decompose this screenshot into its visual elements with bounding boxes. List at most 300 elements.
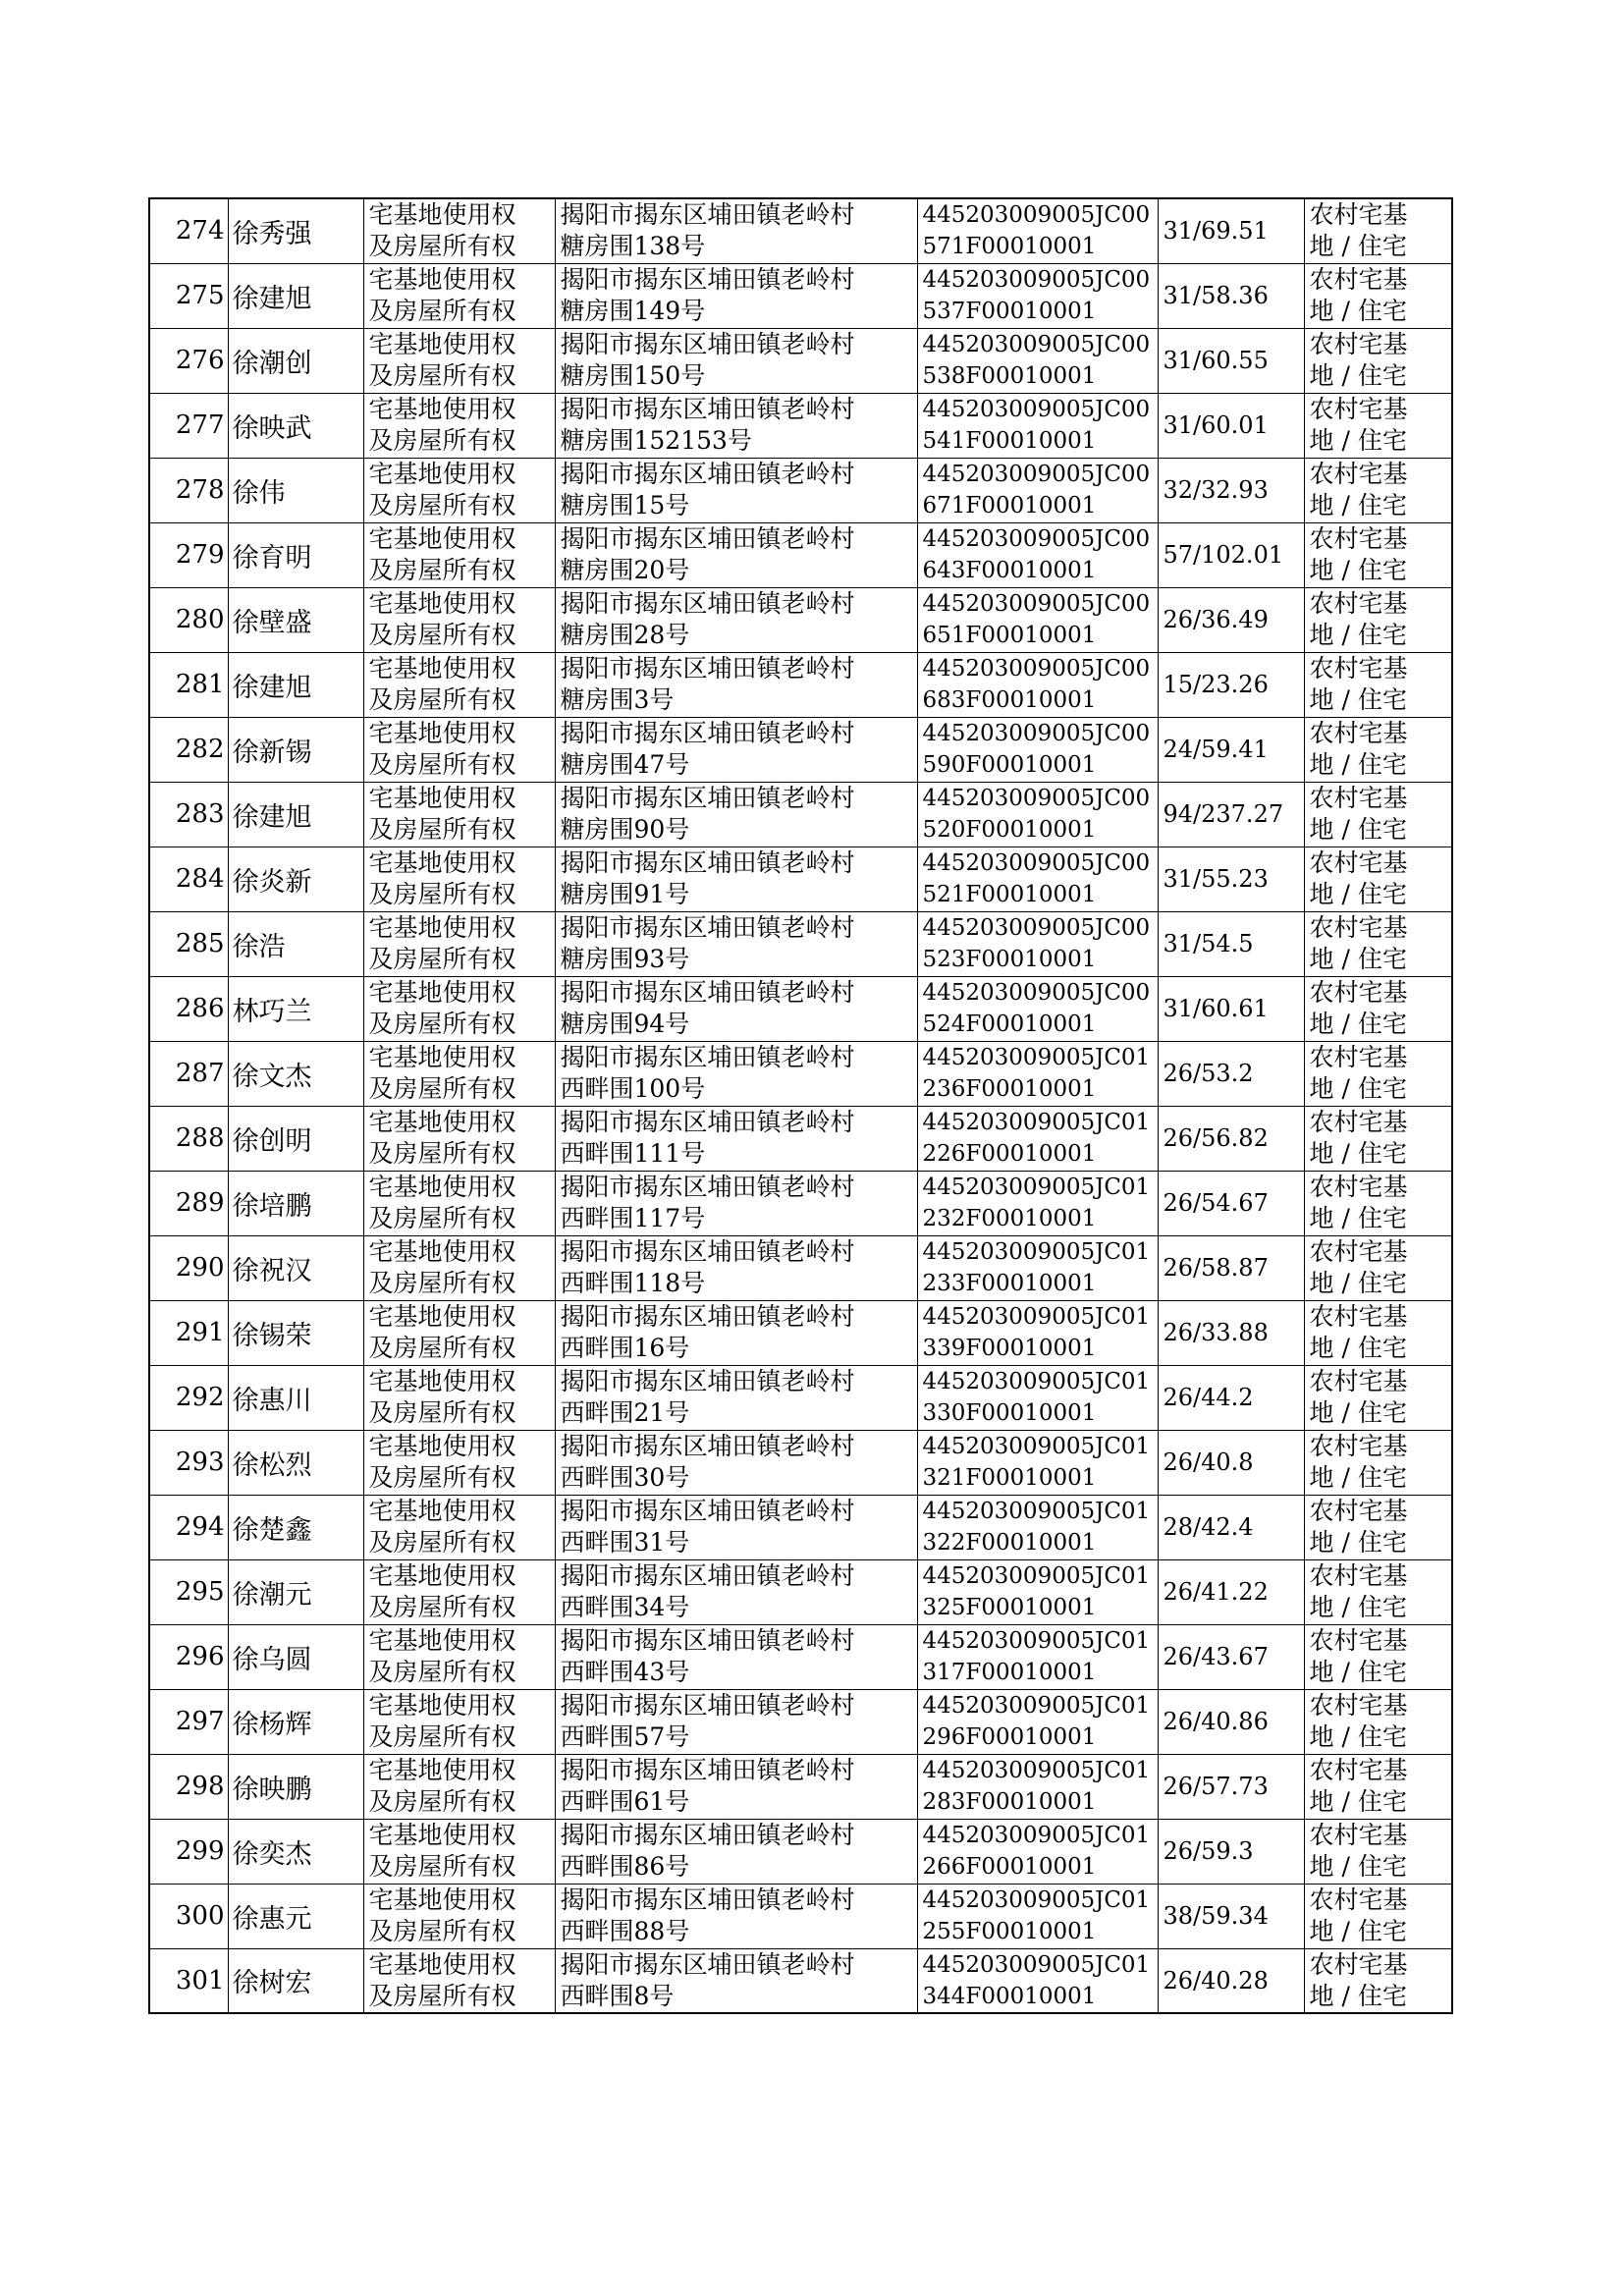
address-line-1: 揭阳市揭东区埔田镇老岭村 <box>560 1302 855 1331</box>
land-use-line-1: 农村宅基 <box>1309 1302 1408 1331</box>
row-number-cell: 278 <box>149 458 228 522</box>
unit-code-cell <box>917 1106 1158 1171</box>
registry-table-container <box>148 197 1451 2014</box>
area-cell: 31/60.01 <box>1158 393 1304 458</box>
unit-code-cell <box>917 911 1158 976</box>
address-line-1: 揭阳市揭东区埔田镇老岭村 <box>560 1497 855 1525</box>
table-row <box>149 782 1452 847</box>
area-cell: 32/32.93 <box>1158 458 1304 522</box>
land-use-line-1: 农村宅基 <box>1309 848 1408 877</box>
right-type-line-1: 宅基地使用权 <box>368 1237 516 1266</box>
unit-code-line-2: 317F00010001 <box>922 1660 1097 1685</box>
land-use-cell <box>1304 1235 1452 1300</box>
address-line-2: 西畔围16号 <box>560 1334 690 1362</box>
row-number-cell: 285 <box>149 911 228 976</box>
right-type-line-2: 及房屋所有权 <box>368 1334 516 1362</box>
address-line-1: 揭阳市揭东区埔田镇老岭村 <box>560 200 855 230</box>
land-use-line-2: 地 / 住宅 <box>1309 880 1407 908</box>
right-type-line-1: 宅基地使用权 <box>368 1108 516 1136</box>
right-type-line-2: 及房屋所有权 <box>368 1269 516 1297</box>
unit-code-line-2: 521F00010001 <box>922 882 1097 907</box>
area-cell: 26/40.8 <box>1158 1430 1304 1495</box>
land-use-line-1: 农村宅基 <box>1309 1561 1408 1590</box>
land-use-line-1: 农村宅基 <box>1309 1367 1408 1395</box>
unit-code-line-1: 445203009005JC01 <box>922 1628 1151 1654</box>
right-type-line-2: 及房屋所有权 <box>368 1463 516 1492</box>
right-type-line-1: 宅基地使用权 <box>368 848 516 877</box>
row-number-cell: 288 <box>149 1106 228 1171</box>
owner-name-cell: 徐育明 <box>228 522 363 587</box>
right-type-line-1: 宅基地使用权 <box>368 460 516 488</box>
unit-code-line-2: 226F00010001 <box>922 1141 1097 1167</box>
land-use-cell <box>1304 847 1452 911</box>
address-cell <box>555 976 917 1041</box>
right-type-line-2: 及房屋所有权 <box>368 1593 516 1621</box>
right-type-line-2: 及房屋所有权 <box>368 1658 516 1686</box>
land-use-line-1: 农村宅基 <box>1309 1756 1408 1784</box>
land-use-line-1: 农村宅基 <box>1309 1885 1408 1914</box>
area-cell: 31/55.23 <box>1158 847 1304 911</box>
owner-name-cell: 徐惠元 <box>228 1884 363 1948</box>
address-line-1: 揭阳市揭东区埔田镇老岭村 <box>560 1949 855 1979</box>
address-cell <box>555 1754 917 1819</box>
land-use-line-2: 地 / 住宅 <box>1309 750 1407 779</box>
right-type-cell <box>363 911 555 976</box>
right-type-line-2: 及房屋所有权 <box>368 556 516 584</box>
owner-name-cell: 徐创明 <box>228 1106 363 1171</box>
address-line-2: 糖房围3号 <box>560 685 675 714</box>
right-type-line-2: 及房屋所有权 <box>368 750 516 779</box>
address-cell <box>555 587 917 652</box>
row-number-cell: 283 <box>149 782 228 847</box>
row-number-cell: 276 <box>149 328 228 393</box>
address-cell <box>555 717 917 782</box>
right-type-line-2: 及房屋所有权 <box>368 1528 516 1557</box>
land-use-cell <box>1304 458 1452 522</box>
right-type-cell <box>363 522 555 587</box>
right-type-cell <box>363 1430 555 1495</box>
right-type-cell <box>363 1235 555 1300</box>
table-row <box>149 458 1452 522</box>
row-number-cell: 279 <box>149 522 228 587</box>
unit-code-cell <box>917 976 1158 1041</box>
right-type-line-2: 及房屋所有权 <box>368 1398 516 1427</box>
land-use-cell <box>1304 1106 1452 1171</box>
row-number-cell: 274 <box>149 198 228 263</box>
address-line-2: 西畔围31号 <box>560 1528 690 1557</box>
address-line-2: 糖房围91号 <box>560 880 690 908</box>
unit-code-line-2: 266F00010001 <box>922 1854 1097 1880</box>
land-use-line-2: 地 / 住宅 <box>1309 491 1407 519</box>
table-row <box>149 1365 1452 1430</box>
table-row <box>149 1430 1452 1495</box>
row-number-cell: 301 <box>149 1948 228 2013</box>
address-line-2: 糖房围93号 <box>560 945 690 973</box>
address-cell <box>555 847 917 911</box>
unit-code-line-2: 537F00010001 <box>922 299 1097 324</box>
address-line-1: 揭阳市揭东区埔田镇老岭村 <box>560 1821 855 1849</box>
right-type-line-1: 宅基地使用权 <box>368 1432 516 1460</box>
row-number-cell: 287 <box>149 1041 228 1106</box>
row-number-cell: 299 <box>149 1819 228 1884</box>
address-line-2: 糖房围152153号 <box>560 426 752 455</box>
unit-code-line-2: 524F00010001 <box>922 1011 1097 1037</box>
unit-code-cell <box>917 1300 1158 1365</box>
right-type-cell <box>363 328 555 393</box>
unit-code-line-1: 445203009005JC00 <box>922 980 1151 1006</box>
owner-name-cell: 徐映鹏 <box>228 1754 363 1819</box>
address-line-2: 西畔围43号 <box>560 1658 690 1686</box>
unit-code-line-1: 445203009005JC00 <box>922 591 1151 617</box>
land-use-line-1: 农村宅基 <box>1309 395 1408 423</box>
area-cell: 26/53.2 <box>1158 1041 1304 1106</box>
right-type-line-1: 宅基地使用权 <box>368 1949 516 1979</box>
address-cell <box>555 911 917 976</box>
land-use-cell <box>1304 1041 1452 1106</box>
unit-code-line-1: 445203009005JC01 <box>922 1563 1151 1589</box>
land-use-line-2: 地 / 住宅 <box>1309 1334 1407 1362</box>
land-use-line-1: 农村宅基 <box>1309 330 1408 358</box>
right-type-line-1: 宅基地使用权 <box>368 330 516 358</box>
unit-code-cell <box>917 1754 1158 1819</box>
table-row <box>149 1884 1452 1948</box>
right-type-cell <box>363 1041 555 1106</box>
address-line-2: 西畔围61号 <box>560 1787 690 1816</box>
address-cell <box>555 458 917 522</box>
address-cell <box>555 1300 917 1365</box>
right-type-cell <box>363 198 555 263</box>
right-type-cell <box>363 1365 555 1430</box>
owner-name-cell: 徐楚鑫 <box>228 1495 363 1559</box>
unit-code-cell <box>917 1819 1158 1884</box>
unit-code-line-1: 445203009005JC01 <box>922 1045 1151 1070</box>
land-use-line-2: 地 / 住宅 <box>1309 945 1407 973</box>
area-cell: 15/23.26 <box>1158 652 1304 717</box>
right-type-line-1: 宅基地使用权 <box>368 589 516 618</box>
registry-table <box>148 197 1453 2014</box>
unit-code-line-1: 445203009005JC00 <box>922 656 1151 682</box>
address-cell <box>555 1041 917 1106</box>
land-use-cell <box>1304 1689 1452 1754</box>
land-use-line-1: 农村宅基 <box>1309 265 1408 294</box>
unit-code-cell <box>917 1235 1158 1300</box>
address-cell <box>555 1624 917 1689</box>
unit-code-line-1: 445203009005JC00 <box>922 267 1151 293</box>
land-use-line-1: 农村宅基 <box>1309 1237 1408 1266</box>
right-type-line-2: 及房屋所有权 <box>368 1852 516 1881</box>
address-line-1: 揭阳市揭东区埔田镇老岭村 <box>560 330 855 358</box>
land-use-line-1: 农村宅基 <box>1309 719 1408 747</box>
land-use-line-1: 农村宅基 <box>1309 1626 1408 1655</box>
area-cell: 26/36.49 <box>1158 587 1304 652</box>
row-number-cell: 275 <box>149 263 228 328</box>
address-line-1: 揭阳市揭东区埔田镇老岭村 <box>560 1691 855 1720</box>
land-use-cell <box>1304 717 1452 782</box>
owner-name-cell: 徐杨辉 <box>228 1689 363 1754</box>
owner-name-cell: 林巧兰 <box>228 976 363 1041</box>
address-line-2: 糖房围150号 <box>560 361 706 390</box>
area-cell: 26/40.86 <box>1158 1689 1304 1754</box>
unit-code-line-1: 445203009005JC01 <box>922 1887 1151 1913</box>
right-type-cell <box>363 782 555 847</box>
unit-code-line-1: 445203009005JC00 <box>922 915 1151 941</box>
unit-code-line-1: 445203009005JC01 <box>922 1951 1151 1978</box>
unit-code-line-2: 232F00010001 <box>922 1206 1097 1231</box>
right-type-line-1: 宅基地使用权 <box>368 1173 516 1201</box>
row-number-cell: 300 <box>149 1884 228 1948</box>
address-line-1: 揭阳市揭东区埔田镇老岭村 <box>560 784 855 812</box>
right-type-line-2: 及房屋所有权 <box>368 945 516 973</box>
table-row <box>149 522 1452 587</box>
right-type-line-1: 宅基地使用权 <box>368 265 516 294</box>
address-cell <box>555 1559 917 1624</box>
owner-name-cell: 徐培鹏 <box>228 1171 363 1235</box>
owner-name-cell: 徐潮元 <box>228 1559 363 1624</box>
table-row <box>149 1624 1452 1689</box>
address-cell <box>555 263 917 328</box>
right-type-cell <box>363 1689 555 1754</box>
land-use-line-1: 农村宅基 <box>1309 524 1408 553</box>
row-number-cell: 293 <box>149 1430 228 1495</box>
unit-code-line-2: 683F00010001 <box>922 687 1097 713</box>
land-use-line-2: 地 / 住宅 <box>1309 1528 1407 1557</box>
right-type-line-1: 宅基地使用权 <box>368 913 516 942</box>
land-use-cell <box>1304 1754 1452 1819</box>
unit-code-cell <box>917 1495 1158 1559</box>
land-use-line-2: 地 / 住宅 <box>1309 1269 1407 1297</box>
unit-code-line-2: 330F00010001 <box>922 1400 1097 1426</box>
right-type-cell <box>363 1559 555 1624</box>
right-type-line-1: 宅基地使用权 <box>368 1302 516 1331</box>
area-cell: 31/54.5 <box>1158 911 1304 976</box>
row-number-cell: 294 <box>149 1495 228 1559</box>
unit-code-cell <box>917 1430 1158 1495</box>
unit-code-line-2: 321F00010001 <box>922 1465 1097 1491</box>
land-use-cell <box>1304 1559 1452 1624</box>
address-line-2: 糖房围47号 <box>560 750 690 779</box>
unit-code-line-2: 520F00010001 <box>922 817 1097 843</box>
table-row <box>149 198 1452 263</box>
land-use-line-1: 农村宅基 <box>1309 200 1408 230</box>
land-use-line-2: 地 / 住宅 <box>1309 297 1407 325</box>
unit-code-line-2: 651F00010001 <box>922 623 1097 648</box>
right-type-cell <box>363 458 555 522</box>
right-type-line-1: 宅基地使用权 <box>368 1885 516 1914</box>
unit-code-line-1: 445203009005JC00 <box>922 786 1151 811</box>
right-type-cell <box>363 1754 555 1819</box>
unit-code-line-2: 643F00010001 <box>922 558 1097 583</box>
right-type-cell <box>363 1171 555 1235</box>
owner-name-cell: 徐奕杰 <box>228 1819 363 1884</box>
owner-name-cell: 徐秀强 <box>228 198 363 263</box>
right-type-line-1: 宅基地使用权 <box>368 784 516 812</box>
address-line-1: 揭阳市揭东区埔田镇老岭村 <box>560 589 855 618</box>
land-use-line-1: 农村宅基 <box>1309 1043 1408 1071</box>
land-use-cell <box>1304 393 1452 458</box>
land-use-line-2: 地 / 住宅 <box>1309 1074 1407 1103</box>
address-line-2: 西畔围117号 <box>560 1204 706 1232</box>
land-use-cell <box>1304 976 1452 1041</box>
land-use-cell <box>1304 1495 1452 1559</box>
unit-code-cell <box>917 587 1158 652</box>
right-type-line-1: 宅基地使用权 <box>368 1043 516 1071</box>
land-use-line-1: 农村宅基 <box>1309 978 1408 1007</box>
unit-code-cell <box>917 717 1158 782</box>
address-line-1: 揭阳市揭东区埔田镇老岭村 <box>560 1173 855 1201</box>
land-use-line-2: 地 / 住宅 <box>1309 815 1407 844</box>
owner-name-cell: 徐炎新 <box>228 847 363 911</box>
right-type-cell <box>363 1884 555 1948</box>
table-row <box>149 1689 1452 1754</box>
area-cell: 24/59.41 <box>1158 717 1304 782</box>
owner-name-cell: 徐建旭 <box>228 782 363 847</box>
land-use-line-1: 农村宅基 <box>1309 460 1408 488</box>
address-line-1: 揭阳市揭东区埔田镇老岭村 <box>560 1043 855 1071</box>
unit-code-line-1: 445203009005JC00 <box>922 397 1151 422</box>
land-use-cell <box>1304 263 1452 328</box>
unit-code-line-1: 445203009005JC01 <box>922 1175 1151 1200</box>
address-line-2: 西畔围30号 <box>560 1463 690 1492</box>
address-line-1: 揭阳市揭东区埔田镇老岭村 <box>560 1432 855 1460</box>
unit-code-cell <box>917 393 1158 458</box>
land-use-cell <box>1304 1430 1452 1495</box>
area-cell: 26/44.2 <box>1158 1365 1304 1430</box>
address-line-2: 糖房围90号 <box>560 815 690 844</box>
row-number-cell: 298 <box>149 1754 228 1819</box>
right-type-line-2: 及房屋所有权 <box>368 426 516 455</box>
address-line-2: 西畔围111号 <box>560 1139 706 1168</box>
address-line-2: 糖房围28号 <box>560 621 690 649</box>
table-row <box>149 1754 1452 1819</box>
address-line-2: 西畔围86号 <box>560 1852 690 1881</box>
address-cell <box>555 1495 917 1559</box>
unit-code-line-1: 445203009005JC01 <box>922 1434 1151 1459</box>
right-type-line-2: 及房屋所有权 <box>368 1204 516 1232</box>
area-cell: 31/58.36 <box>1158 263 1304 328</box>
right-type-line-1: 宅基地使用权 <box>368 200 516 230</box>
table-row <box>149 393 1452 458</box>
unit-code-line-2: 538F00010001 <box>922 363 1097 389</box>
owner-name-cell: 徐伟 <box>228 458 363 522</box>
address-line-2: 西畔围8号 <box>560 1981 675 2010</box>
address-line-2: 糖房围149号 <box>560 297 706 325</box>
right-type-cell <box>363 1819 555 1884</box>
land-use-line-2: 地 / 住宅 <box>1309 1398 1407 1427</box>
right-type-line-1: 宅基地使用权 <box>368 1756 516 1784</box>
land-use-cell <box>1304 911 1452 976</box>
unit-code-line-2: 571F00010001 <box>922 234 1097 260</box>
area-cell: 26/57.73 <box>1158 1754 1304 1819</box>
land-use-cell <box>1304 587 1452 652</box>
row-number-cell: 284 <box>149 847 228 911</box>
address-line-1: 揭阳市揭东区埔田镇老岭村 <box>560 460 855 488</box>
land-use-line-1: 农村宅基 <box>1309 1691 1408 1720</box>
address-cell <box>555 393 917 458</box>
address-line-2: 西畔围34号 <box>560 1593 690 1621</box>
right-type-cell <box>363 1948 555 2013</box>
right-type-line-1: 宅基地使用权 <box>368 1561 516 1590</box>
unit-code-cell <box>917 1171 1158 1235</box>
table-row <box>149 1495 1452 1559</box>
table-row <box>149 1171 1452 1235</box>
address-line-1: 揭阳市揭东区埔田镇老岭村 <box>560 1561 855 1590</box>
address-cell <box>555 1365 917 1430</box>
unit-code-line-2: 233F00010001 <box>922 1271 1097 1296</box>
unit-code-line-2: 325F00010001 <box>922 1595 1097 1620</box>
address-line-1: 揭阳市揭东区埔田镇老岭村 <box>560 265 855 294</box>
right-type-line-2: 及房屋所有权 <box>368 1010 516 1038</box>
unit-code-cell <box>917 652 1158 717</box>
address-cell <box>555 1948 917 2013</box>
right-type-line-1: 宅基地使用权 <box>368 719 516 747</box>
address-cell <box>555 522 917 587</box>
unit-code-line-1: 445203009005JC01 <box>922 1239 1151 1265</box>
right-type-cell <box>363 263 555 328</box>
address-cell <box>555 328 917 393</box>
land-use-line-1: 农村宅基 <box>1309 1497 1408 1525</box>
land-use-cell <box>1304 1624 1452 1689</box>
unit-code-line-2: 523F00010001 <box>922 947 1097 972</box>
land-use-line-2: 地 / 住宅 <box>1309 1463 1407 1492</box>
row-number-cell: 297 <box>149 1689 228 1754</box>
land-use-line-1: 农村宅基 <box>1309 1821 1408 1849</box>
right-type-line-2: 及房屋所有权 <box>368 1722 516 1751</box>
unit-code-cell <box>917 782 1158 847</box>
owner-name-cell: 徐锡荣 <box>228 1300 363 1365</box>
land-use-line-2: 地 / 住宅 <box>1309 361 1407 390</box>
unit-code-cell <box>917 1041 1158 1106</box>
land-use-cell <box>1304 782 1452 847</box>
unit-code-line-2: 255F00010001 <box>922 1919 1097 1944</box>
table-row <box>149 847 1452 911</box>
right-type-line-2: 及房屋所有权 <box>368 361 516 390</box>
right-type-line-1: 宅基地使用权 <box>368 1626 516 1655</box>
area-cell: 31/60.55 <box>1158 328 1304 393</box>
unit-code-line-2: 671F00010001 <box>922 493 1097 519</box>
land-use-line-1: 农村宅基 <box>1309 913 1408 942</box>
unit-code-line-1: 445203009005JC01 <box>922 1499 1151 1524</box>
address-cell <box>555 1884 917 1948</box>
unit-code-cell <box>917 1884 1158 1948</box>
right-type-line-2: 及房屋所有权 <box>368 621 516 649</box>
right-type-cell <box>363 1495 555 1559</box>
address-cell <box>555 198 917 263</box>
right-type-line-1: 宅基地使用权 <box>368 1367 516 1395</box>
address-cell <box>555 1106 917 1171</box>
address-line-1: 揭阳市揭东区埔田镇老岭村 <box>560 913 855 942</box>
owner-name-cell: 徐壁盛 <box>228 587 363 652</box>
address-line-2: 糖房围94号 <box>560 1010 690 1038</box>
row-number-cell: 295 <box>149 1559 228 1624</box>
table-row <box>149 652 1452 717</box>
land-use-line-1: 农村宅基 <box>1309 1432 1408 1460</box>
row-number-cell: 290 <box>149 1235 228 1300</box>
address-cell <box>555 1689 917 1754</box>
land-use-cell <box>1304 328 1452 393</box>
owner-name-cell: 徐潮创 <box>228 328 363 393</box>
address-line-1: 揭阳市揭东区埔田镇老岭村 <box>560 1626 855 1655</box>
area-cell: 26/58.87 <box>1158 1235 1304 1300</box>
unit-code-cell <box>917 328 1158 393</box>
unit-code-cell <box>917 198 1158 263</box>
table-row <box>149 1559 1452 1624</box>
unit-code-cell <box>917 1559 1158 1624</box>
address-line-2: 西畔围88号 <box>560 1917 690 1945</box>
land-use-line-2: 地 / 住宅 <box>1309 1722 1407 1751</box>
unit-code-line-1: 445203009005JC01 <box>922 1369 1151 1394</box>
unit-code-line-2: 296F00010001 <box>922 1724 1097 1750</box>
land-use-line-2: 地 / 住宅 <box>1309 232 1407 261</box>
